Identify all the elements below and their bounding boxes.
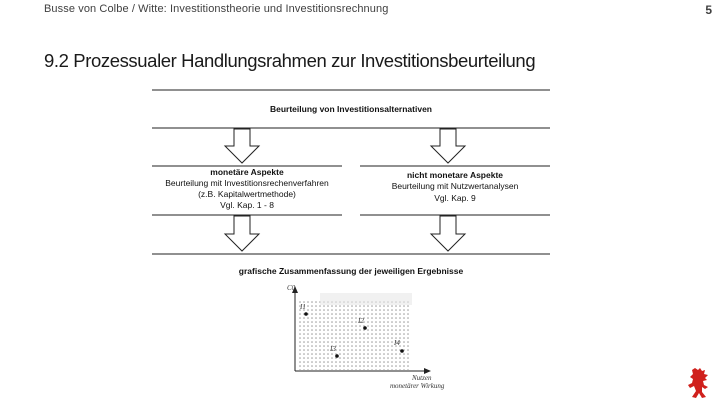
right-box-line2: Vgl. Kap. 9: [434, 193, 476, 203]
result-plot: [292, 286, 431, 374]
summary-label: grafische Zusammenfassung der jeweiligen Ergebnisse: [238, 266, 464, 276]
arrow-down-right-2-icon: [431, 216, 465, 251]
left-box-line2: (z.B. Kapitalwertmethode): [198, 189, 296, 199]
arrow-down-left-2-icon: [225, 216, 259, 251]
header-source: Busse von Colbe / Witte: Investitionstheorie und Investitionsrechnung: [44, 3, 389, 15]
x-axis-label-line2: monetärer Wirkung: [390, 382, 445, 390]
point-label: I2: [358, 317, 364, 325]
point-label: I3: [330, 345, 336, 353]
diagram-lines: [150, 88, 552, 388]
x-axis-label-line1: Nutzen: [412, 374, 432, 382]
page-number: 5: [705, 3, 712, 17]
arrow-down-right-1-icon: [431, 129, 465, 163]
point-label: I1: [300, 303, 306, 311]
left-box-line1: Beurteilung mit Investitionsrechenverfahren: [165, 178, 329, 188]
y-axis-label: C0: [287, 284, 296, 292]
top-box-label: Beurteilung von Investitionsalternativen: [269, 104, 432, 114]
left-box-title: monetäre Aspekte: [210, 167, 284, 177]
point-label: I4: [394, 339, 400, 347]
berlin-bear-logo-icon: [686, 366, 714, 405]
right-box-line1: Beurteilung mit Nutzwertanalysen: [391, 181, 519, 191]
arrow-down-left-1-icon: [225, 129, 259, 163]
right-box-title: nicht monetare Aspekte: [406, 170, 504, 180]
slide-title: 9.2 Prozessualer Handlungsrahmen zur Investitionsbeurteilung: [44, 50, 536, 71]
left-box-line3: Vgl. Kap. 1 - 8: [220, 200, 274, 210]
process-diagram: [150, 88, 552, 388]
